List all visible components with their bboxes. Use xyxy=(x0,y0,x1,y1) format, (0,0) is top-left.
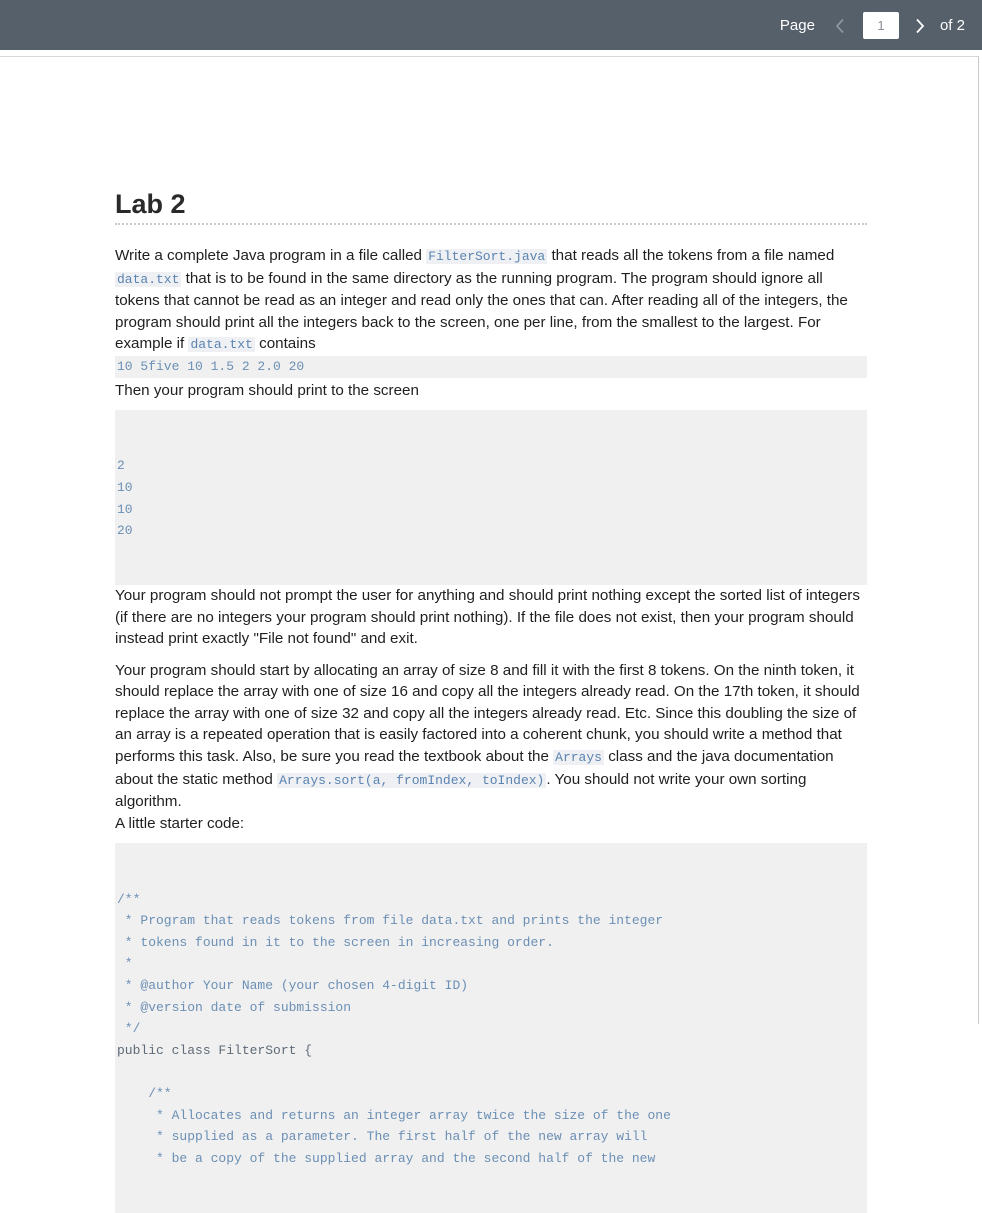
text-run: class and the java documentation about the static method xyxy=(115,748,834,788)
code-line: */ xyxy=(117,1021,141,1037)
code-line: /** xyxy=(117,891,141,907)
text-run: Your program should start by allocating an array of size 8 and fill it with the first 8 tokens. On the ninth token, it should replace the array with one of size 16 and copy all the integers already read. On the 17th token, it should replace the array with one of size 32 and copy all the integers already read. Etc. Since this doubling the size of an array is a repeated operation that is easily factored into a coherent chunk, you should write a method that performs this task. Also, be sure you read the textbook about the xyxy=(115,661,860,766)
code-line: 10 xyxy=(117,501,133,517)
code-line: * Program that reads tokens from file data.txt and prints the integer xyxy=(117,913,664,929)
requirements-paragraph: Your program should not prompt the user for anything and should print nothing except the sorted list of integers (if there are no integers your program should print nothing). If the file does not exist, then your program should instead print exactly "File not found" and exit. xyxy=(115,586,860,648)
code-line: * @author Your Name (your chosen 4-digit ID) xyxy=(117,978,469,993)
code-line: * @version date of submission xyxy=(117,999,352,1015)
code-line: * xyxy=(117,956,133,972)
page-number-input[interactable]: 1 xyxy=(863,12,899,39)
example-input-block xyxy=(115,356,867,378)
page-label: Page xyxy=(779,17,815,34)
code-line: 20 xyxy=(117,523,133,539)
text-run: Write a complete Java program in a file called xyxy=(115,247,427,264)
document-content xyxy=(115,187,867,1213)
chevron-left-icon xyxy=(835,18,845,34)
code-line: 2 xyxy=(117,458,125,474)
code-line: * be a copy of the supplied array and the second half of the new xyxy=(117,1150,656,1166)
code-line: 10 5five 10 1.5 2 2.0 20 xyxy=(117,358,305,374)
viewer-toolbar xyxy=(0,0,982,50)
then-paragraph: Then your program should print to the screen xyxy=(115,381,419,399)
text-run: contains xyxy=(254,335,316,353)
page-navigator xyxy=(780,11,965,40)
datafile-code: data.txt xyxy=(190,337,253,353)
text-run: that reads all the tokens from a file named xyxy=(547,247,835,264)
arrays-sort-code: Arrays.sort(a, fromIndex, toIndex) xyxy=(279,772,545,788)
example-output-block xyxy=(115,410,867,585)
code-line: /** xyxy=(117,1085,172,1101)
arrays-class-code: Arrays xyxy=(555,750,602,766)
page-title: Lab 2 xyxy=(115,187,867,225)
array-paragraph xyxy=(115,660,867,813)
document-page xyxy=(0,56,979,1166)
code-line: public class FilterSort { xyxy=(117,1042,313,1058)
code-line xyxy=(117,1061,865,1083)
next-page-button[interactable] xyxy=(909,11,931,40)
code-line: * tokens found in it to the screen in increasing order. xyxy=(117,934,554,950)
text-run: that is to be found in the same directory as the running program. The program should ignore all tokens that cannot be read as an integer and read only the ones that can. After reading all of the integers, the program should print all the integers back to the screen, one per line, from the smallest to the largest. For example if xyxy=(115,269,848,353)
text-run: . You should not write your own sorting algorithm. xyxy=(115,770,807,811)
code-line: 10 xyxy=(117,479,133,495)
code-line: * Allocates and returns an integer array twice the size of the one xyxy=(117,1107,671,1123)
previous-page-button[interactable] xyxy=(829,11,851,40)
code-line: * supplied as a parameter. The first half of the new array will xyxy=(117,1129,648,1145)
filename-code: FilterSort.java xyxy=(428,249,546,264)
intro-paragraph xyxy=(115,245,867,356)
starter-code-block xyxy=(115,843,867,1212)
chevron-right-icon xyxy=(915,18,925,34)
page-count: of 2 xyxy=(939,17,965,34)
datafile-code: data.txt xyxy=(117,271,180,287)
starter-label: A little starter code: xyxy=(115,814,245,832)
